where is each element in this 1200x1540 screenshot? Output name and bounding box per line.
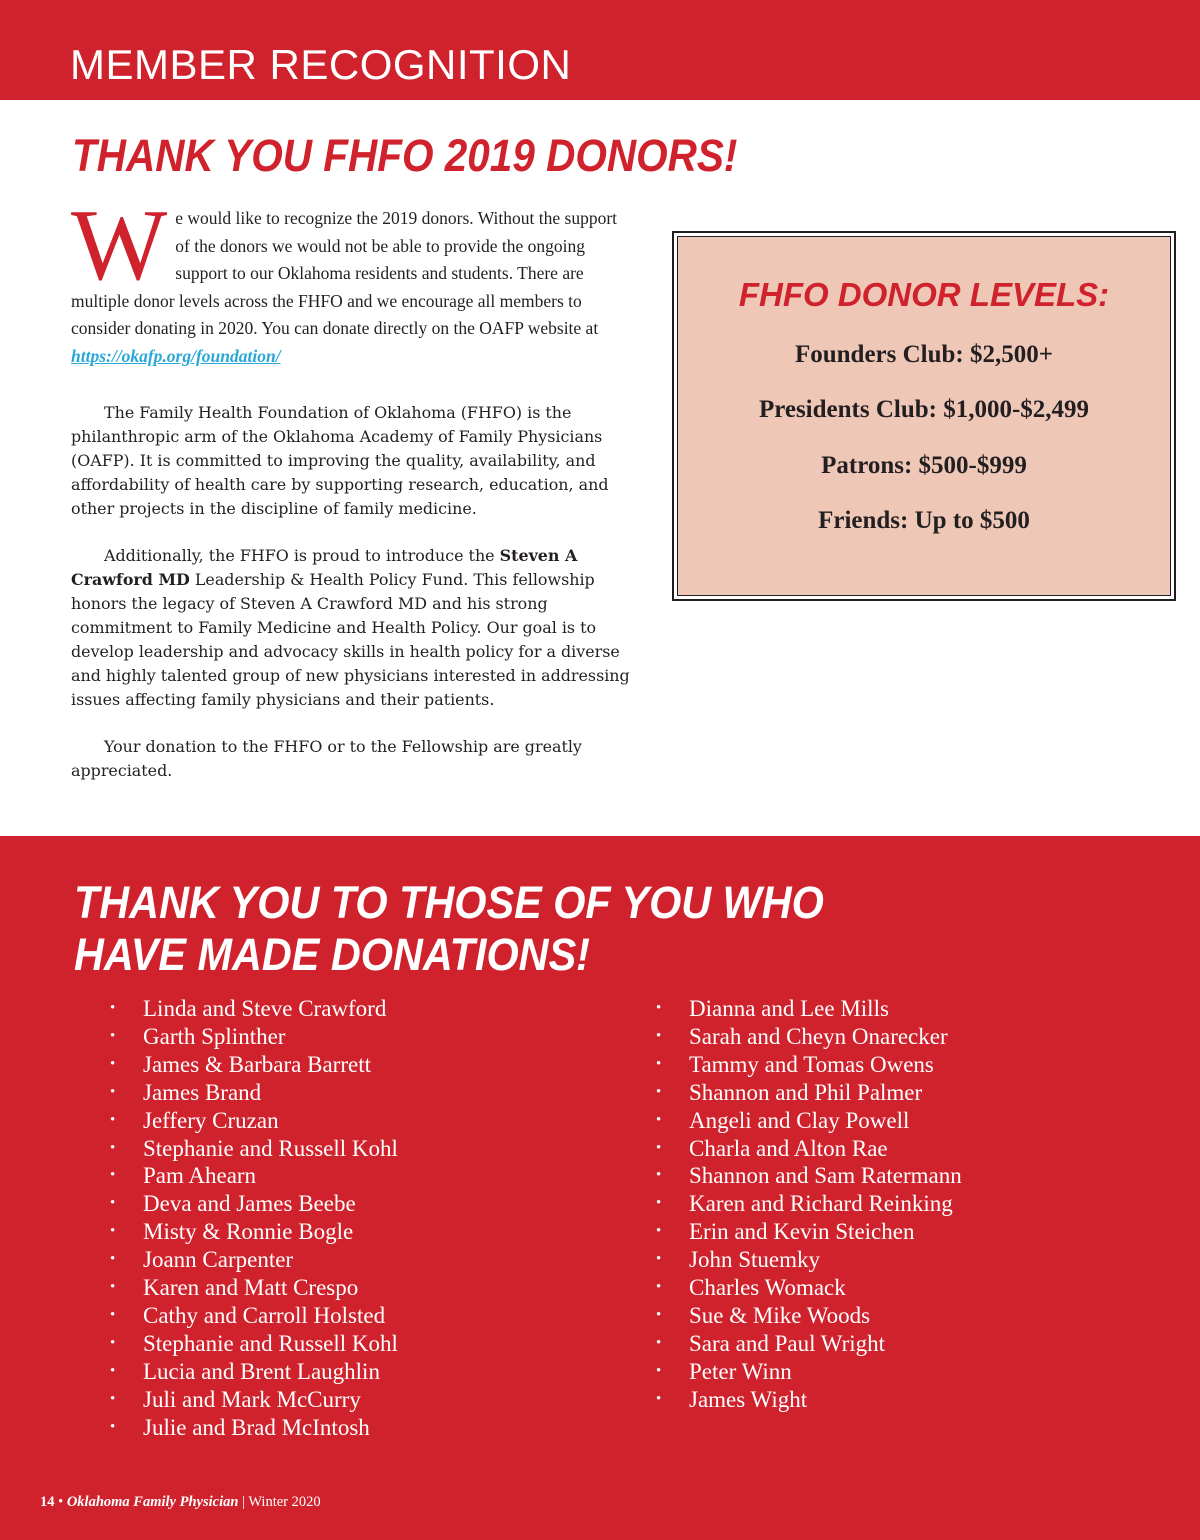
donor-name: James Brand: [143, 1079, 262, 1105]
bullet-icon: •: [656, 1167, 662, 1184]
donor-list-item: [656, 1051, 962, 1079]
donor-list-item: [656, 1330, 962, 1358]
donor-list-item: [110, 995, 398, 1023]
bullet-icon: •: [656, 1251, 662, 1268]
bullet-icon: •: [656, 1000, 662, 1016]
donor-list-item: [110, 1218, 398, 1246]
bullet-icon: •: [110, 1390, 116, 1407]
donor-level-founders: Founders Club: $2,500+: [794, 341, 1054, 368]
donor-name: Garth Splinther: [143, 1023, 286, 1049]
bullet-icon: •: [656, 1055, 662, 1072]
donor-list-item: [656, 1135, 962, 1163]
donor-name: Shannon and Phil Palmer: [689, 1079, 923, 1105]
bullet-icon: •: [656, 1390, 662, 1407]
donor-name: Juli and Mark McCurry: [143, 1386, 361, 1412]
body-paragraph-1: The Family Health Foundation of Oklahoma (FHFO) is the philanthropic arm of the Oklahoma Academy of Family Physicians (OAFP). It is committed to improving the quality, availability, and affordability of health care by supporting research, education, and other projects in the discipline of family medicine.: [71, 403, 609, 518]
bullet-icon: •: [110, 1111, 116, 1128]
donor-list-item: [110, 1162, 398, 1190]
donor-list-item: [110, 1302, 398, 1330]
body-paragraph-3: Your donation to the FHFO or to the Fellowship are greatly appreciated.: [71, 737, 582, 780]
donor-name: Tammy and Tomas Owens: [689, 1051, 934, 1077]
donor-name: Karen and Matt Crespo: [143, 1275, 359, 1301]
donor-name: Julie and Brad McIntosh: [143, 1414, 370, 1440]
donor-list-item: [110, 1135, 398, 1163]
bullet-icon: •: [110, 1027, 116, 1044]
donor-list-item: [110, 1414, 398, 1442]
donor-name: Deva and James Beebe: [143, 1191, 356, 1217]
donor-list-item: [110, 1246, 398, 1274]
donor-name: Jeffery Cruzan: [143, 1107, 279, 1133]
bullet-icon: •: [110, 1055, 116, 1072]
footer-divider: |: [242, 1494, 245, 1510]
donor-name: Misty & Ronnie Bogle: [143, 1219, 354, 1245]
donor-list-item: [110, 1107, 398, 1135]
donor-level-presidents: Presidents Club: $1,000-$2,499: [758, 396, 1090, 423]
donor-name: Shannon and Sam Ratermann: [689, 1163, 962, 1189]
donor-list-left: [110, 995, 398, 1442]
donor-name: Stephanie and Russell Kohl: [143, 1135, 398, 1161]
donor-name: Cathy and Carroll Holsted: [143, 1302, 386, 1328]
donor-list-item: [656, 1246, 962, 1274]
bullet-icon: •: [110, 1306, 116, 1323]
donor-name: Lucia and Brent Laughlin: [143, 1358, 380, 1384]
bullet-icon: •: [656, 1195, 662, 1212]
footer-dot: •: [58, 1494, 64, 1510]
bullet-icon: •: [656, 1111, 662, 1128]
donor-levels-title: FHFO DONOR LEVELS:: [738, 276, 1110, 313]
foundation-link[interactable]: https://okafp.org/foundation/: [71, 345, 281, 366]
bullet-icon: •: [110, 1334, 116, 1351]
article-body: [71, 401, 641, 806]
body-paragraph-2-end: Leadership & Health Policy Fund. This fellowship honors the legacy of Steven A Crawford MD and his strong commitment to Family Medicine and Health Policy. Our goal is to develop leadership and advocacy skills in health policy for a diverse and highly talented group of new physicians interested in addressing issues affecting family physicians and their patients.: [71, 570, 630, 709]
bullet-icon: •: [110, 1362, 116, 1379]
donor-name: John Stuemky: [689, 1247, 820, 1273]
donor-list-item: [110, 1358, 398, 1386]
donor-list-item: [656, 1190, 962, 1218]
donor-list-item: [656, 1302, 962, 1330]
bullet-icon: •: [656, 1279, 662, 1296]
donor-list-item: [110, 1079, 398, 1107]
donor-name: Sara and Paul Wright: [689, 1330, 886, 1356]
bullet-icon: •: [656, 1027, 662, 1044]
donor-list-item: [110, 1274, 398, 1302]
bullet-icon: •: [110, 1251, 116, 1268]
bullet-icon: •: [110, 1167, 116, 1184]
donor-list-item: [110, 1023, 398, 1051]
donor-name: James Wight: [689, 1386, 808, 1412]
body-paragraph-2-start: Additionally, the FHFO is proud to introduce the: [104, 546, 500, 565]
donor-name: Sarah and Cheyn Onarecker: [689, 1023, 948, 1049]
donor-list-item: [656, 1218, 962, 1246]
donor-name: James & Barbara Barrett: [143, 1051, 371, 1077]
donor-name: Stephanie and Russell Kohl: [143, 1330, 398, 1356]
bullet-icon: •: [656, 1334, 662, 1351]
page-footer: [40, 1492, 321, 1512]
donor-name: Peter Winn: [689, 1358, 792, 1384]
donor-list-item: [656, 1386, 962, 1414]
bullet-icon: •: [656, 1362, 662, 1379]
donor-list-item: [656, 1023, 962, 1051]
donor-name: Sue & Mike Woods: [689, 1302, 871, 1328]
donor-list-item: [656, 1358, 962, 1386]
donor-name: Angeli and Clay Powell: [689, 1107, 910, 1133]
donor-list-item: [110, 1051, 398, 1079]
page-number: 14: [40, 1494, 55, 1510]
intro-text: e would like to recognize the 2019 donors. Without the support of the donors we would not be able to provide the ongoing support to our Oklahoma residents and students. There are multiple donor levels across the FHFO and we encourage all members to consider donating in 2020. You can donate directly on the OAFP website at: [71, 208, 618, 339]
intro-paragraph: [71, 189, 631, 371]
bullet-icon: •: [110, 1223, 116, 1240]
bullet-icon: •: [110, 1000, 116, 1016]
bullet-icon: •: [110, 1083, 116, 1100]
donations-heading-line-1: THANK YOU TO THOSE OF YOU WHO: [74, 877, 824, 928]
donor-list-right: [656, 995, 962, 1414]
page-title: THANK YOU FHFO 2019 DONORS!: [72, 130, 738, 181]
donor-level-patrons: Patrons: $500-$999: [821, 452, 1027, 479]
bullet-icon: •: [656, 1083, 662, 1100]
drop-cap: W: [71, 189, 168, 302]
donor-list-item: [656, 995, 962, 1023]
publication-name: Oklahoma Family Physician: [66, 1494, 239, 1510]
bullet-icon: •: [656, 1139, 662, 1156]
donations-heading-line-2: HAVE MADE DONATIONS!: [74, 929, 590, 980]
fund-name: Steven A Crawford MD: [71, 546, 578, 589]
donor-name: Dianna and Lee Mills: [689, 996, 889, 1021]
issue-label: Winter 2020: [248, 1494, 321, 1510]
donor-list-item: [110, 1386, 398, 1414]
donor-name: Linda and Steve Crawford: [143, 996, 387, 1021]
donor-name: Charles Womack: [689, 1275, 846, 1301]
donor-levels-box: [672, 231, 1176, 601]
body-paragraph-2: [71, 544, 641, 712]
donations-heading: [74, 877, 824, 981]
donor-name: Charla and Alton Rae: [689, 1135, 888, 1161]
bullet-icon: •: [110, 1195, 116, 1212]
donor-level-friends: Friends: Up to $500: [818, 507, 1030, 534]
bullet-icon: •: [656, 1306, 662, 1323]
donor-name: Pam Ahearn: [143, 1163, 257, 1189]
donor-list-item: [110, 1330, 398, 1358]
donor-list-item: [656, 1274, 962, 1302]
bullet-icon: •: [656, 1223, 662, 1240]
section-label: MEMBER RECOGNITION: [70, 41, 572, 88]
bullet-icon: •: [110, 1418, 116, 1435]
bullet-icon: •: [110, 1279, 116, 1296]
bullet-icon: •: [110, 1139, 116, 1156]
donor-list-item: [656, 1162, 962, 1190]
donor-name: Joann Carpenter: [143, 1247, 294, 1273]
donor-name: Karen and Richard Reinking: [689, 1191, 953, 1217]
donor-list-item: [656, 1107, 962, 1135]
donor-list-item: [656, 1079, 962, 1107]
donor-list-item: [110, 1190, 398, 1218]
donor-name: Erin and Kevin Steichen: [689, 1219, 915, 1245]
